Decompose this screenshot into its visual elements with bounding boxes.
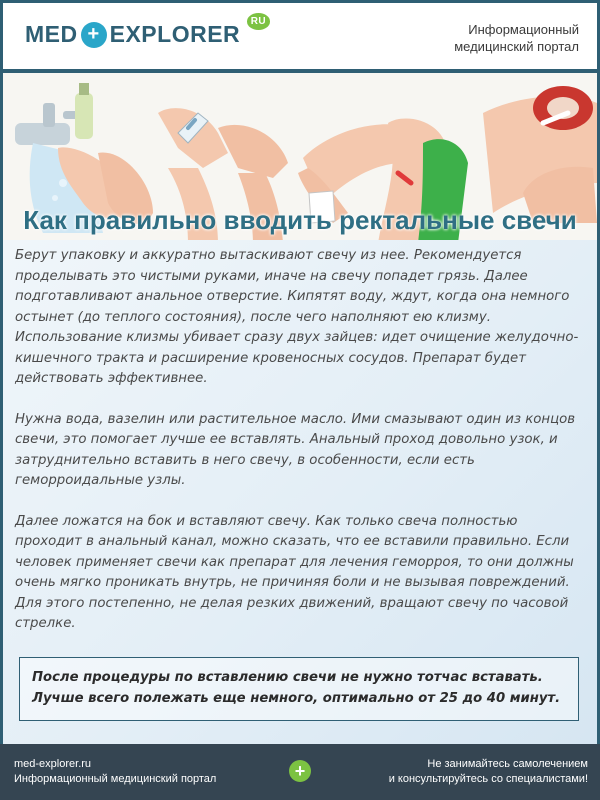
insertion-detail-illustration	[483, 86, 597, 223]
tagline-line-2: медицинский портал	[454, 39, 579, 54]
note-line-1: После процедуры по вставлению свечи не нужно тотчас вставать.	[32, 670, 543, 685]
article-paragraph: Далее ложатся на бок и вставляют свечу. Как только свеча полностью проходит в анальный канал, можно сказать, что ее вставили правильно. Если человек применяет свечи как препарат для лечения геморроя, то они должны очень мягко проникать внутрь, не причиняя боли и не вызывая повреждений. Для этого постепенно, не делая резких движений, вращают свечу по часовой стрелке.	[15, 513, 574, 631]
logo-text-med: MED	[25, 21, 78, 47]
note-line-2: Лучше всего полежать еще немного, оптимально от 25 до 40 минут.	[32, 691, 561, 706]
footer-site-info	[14, 757, 216, 787]
medical-plus-icon: +	[81, 22, 107, 48]
header-tagline	[419, 21, 579, 55]
highlight-note	[19, 657, 579, 721]
tagline-line-1: Информационный	[468, 22, 579, 37]
page-title: Как правильно вводить ректальные свечи	[23, 205, 577, 235]
site-logo[interactable]	[25, 16, 267, 48]
footer-portal-label: Информационный медицинский портал	[14, 773, 217, 785]
logo-text-explorer: EXPLORER	[109, 21, 241, 47]
logo-ru-badge: RU	[247, 13, 270, 30]
disclaimer-line-1: Не занимайтесь самолечением	[427, 758, 588, 770]
disclaimer-line-2: и консультируйтесь со специалистами!	[388, 773, 588, 785]
footer-plus-icon: +	[289, 760, 311, 782]
article-body	[3, 240, 597, 744]
article-paragraph: Берут упаковку и аккуратно вытаскивают свечу из нее. Рекомендуется проделывать это чистыми руками, иначе на свечу попадет грязь. Далее подготавливают анальное отверстие. Кипятят воду, ждут, когда она немного остынет (до теплого состояния), после чего наполняют ею клизму. Использование клизмы убивает сразу двух зайцев: идет очищение желудочно-кишечного тракта и расширение кровеносных сосудов. Препарат будет действовать эффективнее.	[15, 248, 579, 386]
site-header	[3, 3, 597, 69]
site-footer	[0, 744, 600, 800]
footer-site-link[interactable]: med-explorer.ru	[14, 758, 92, 770]
article-paragraph: Нужна вода, вазелин или растительное масло. Ими смазывают один из концов свечи, это помогает лучше ее вставлять. Анальный проход довольно узок, и затруднительно вставить в него свечу, в особенности, если есть геморроидальные узлы.	[15, 411, 576, 488]
footer-disclaimer	[389, 757, 588, 787]
